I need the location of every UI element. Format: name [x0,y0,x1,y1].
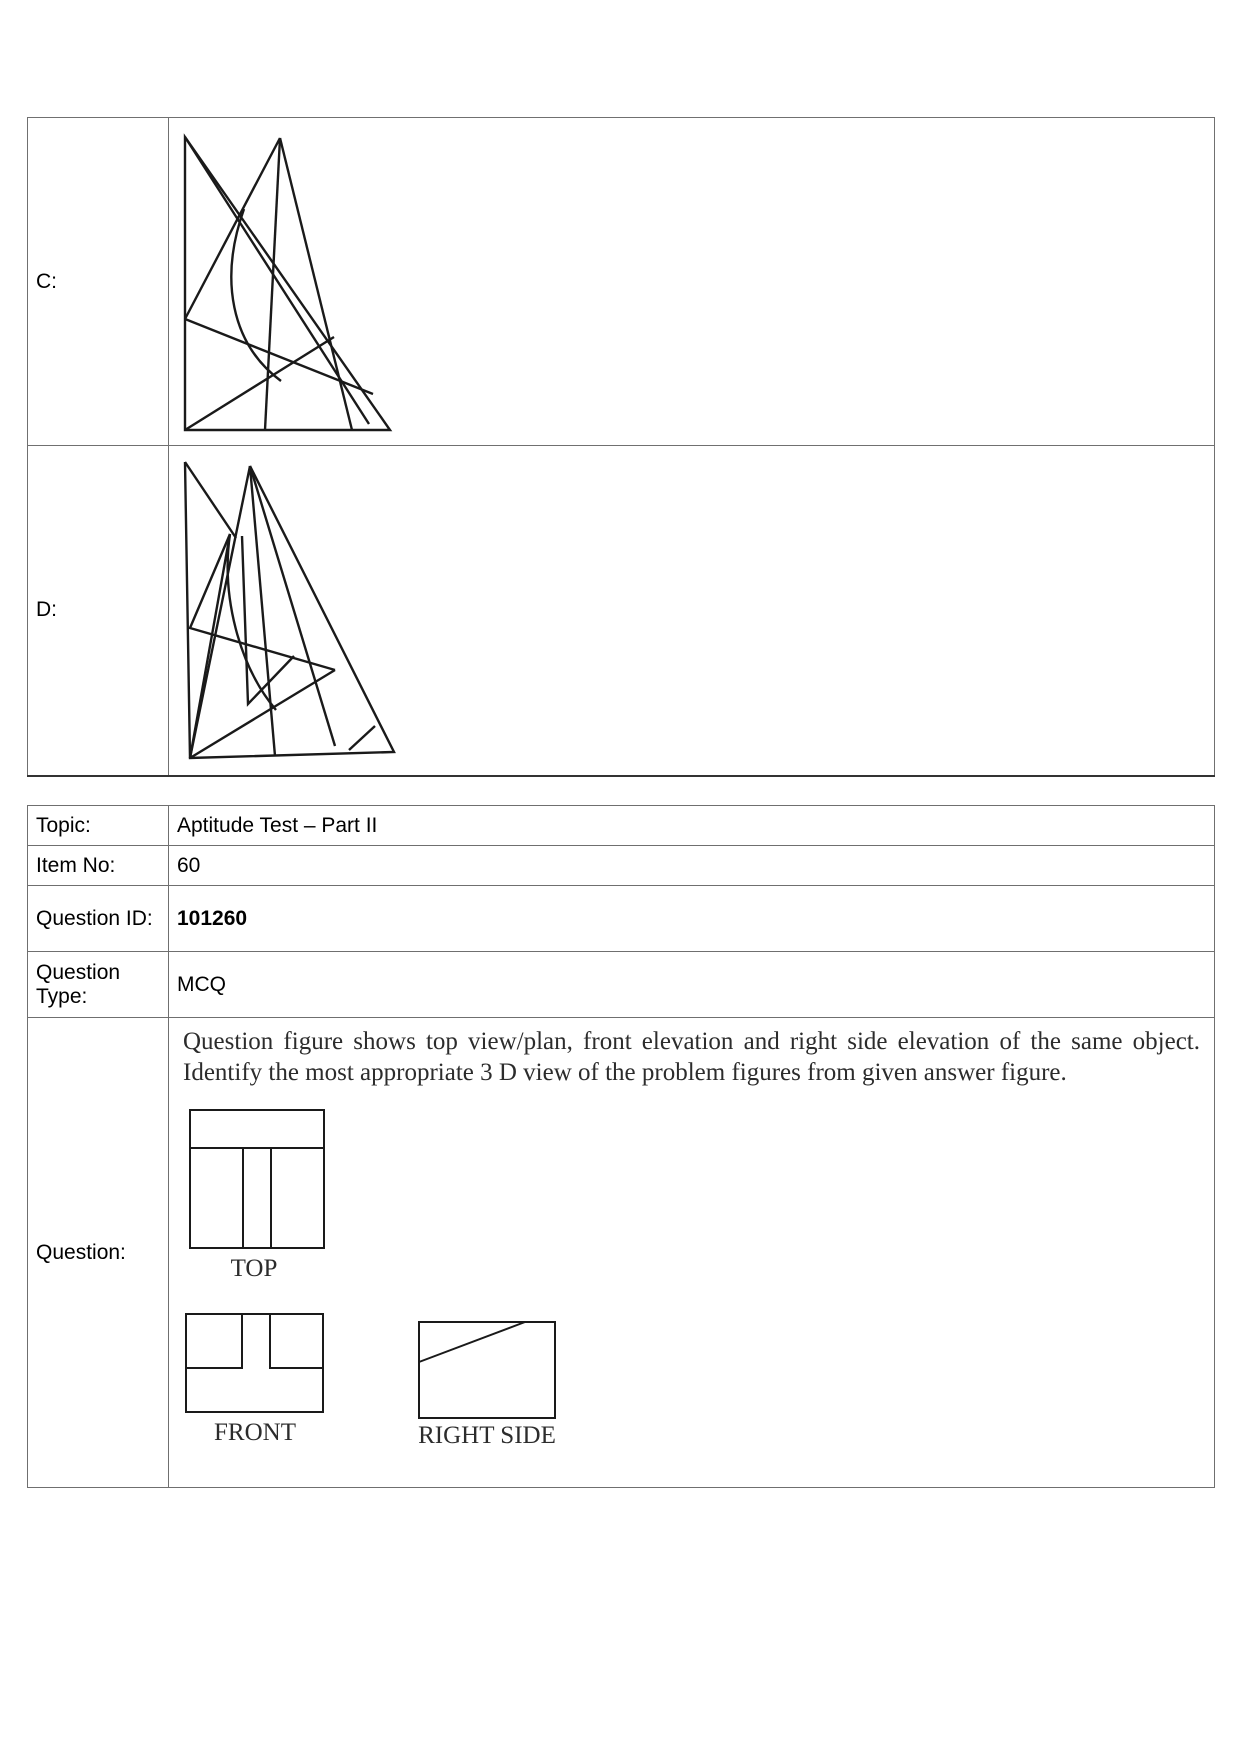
meta-row-topic [28,806,1215,846]
item-value: 60 [169,846,1215,886]
option-c-figure [169,119,569,445]
meta-row-qid [28,886,1215,952]
meta-row-item [28,846,1215,886]
question-cell [169,1018,1215,1488]
option-label: C: [28,118,169,446]
topic-label: Topic: [28,806,169,846]
meta-row-question [28,1018,1215,1488]
item-label: Item No: [28,846,169,886]
option-d-figure [169,446,569,774]
front-view-label: FRONT [214,1419,296,1446]
option-figure-cell [169,118,1215,446]
meta-row-qtype [28,952,1215,1018]
option-figure-cell [169,446,1215,776]
right-side-view-label: RIGHT SIDE [418,1422,556,1449]
option-row-d [28,446,1215,776]
top-view-label: TOP [230,1255,278,1282]
question-label: Question: [28,1018,169,1488]
option-row-c [28,118,1215,446]
question-type-value: MCQ [169,952,1215,1018]
question-id-value: 101260 [169,886,1215,952]
question-id-label: Question ID: [28,886,169,952]
option-label: D: [28,446,169,776]
question-figure [169,1098,589,1468]
options-table [27,117,1215,777]
topic-value: Aptitude Test – Part II [169,806,1215,846]
question-text: Question figure shows top view/plan, front elevation and right side elevation of the same object. Identify the most appropriate 3 D view of the problem figures from given answer figure. [183,1028,1200,1086]
question-meta-table [27,805,1215,1488]
question-type-label: Question Type: [28,952,169,1018]
